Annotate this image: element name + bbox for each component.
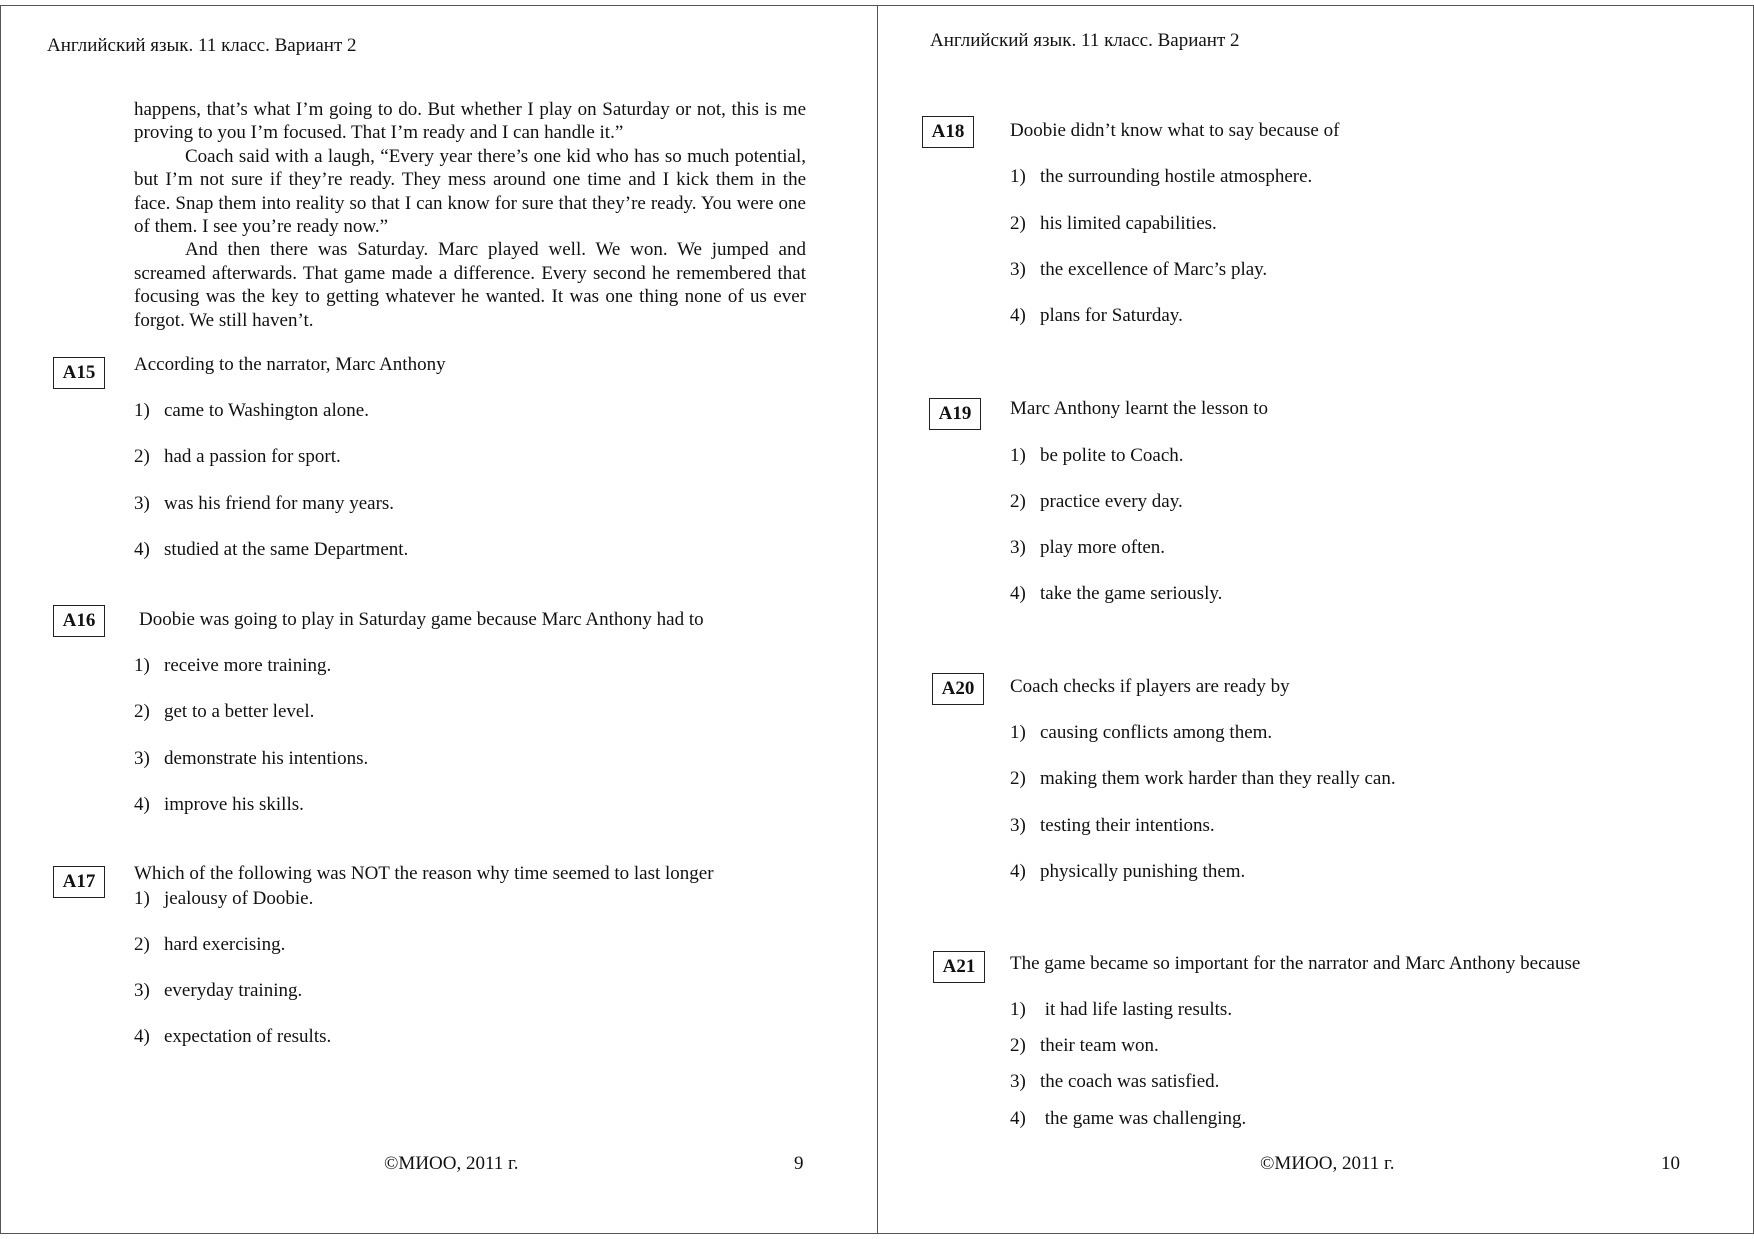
question-text-a16: Doobie was going to play in Saturday game because Marc Anthony had to: [139, 609, 704, 630]
answer-option[interactable]: 1) be polite to Coach.: [1010, 445, 1184, 466]
answer-option[interactable]: 3) the excellence of Marc’s play.: [1010, 259, 1268, 280]
question-text-a15: According to the narrator, Marc Anthony: [134, 354, 446, 375]
answer-option[interactable]: 2) making them work harder than they really can.: [1010, 768, 1396, 789]
answer-option[interactable]: 3) testing their intentions.: [1010, 815, 1215, 836]
answer-option[interactable]: 1) jealousy of Doobie.: [134, 888, 314, 909]
answer-option[interactable]: 1) came to Washington alone.: [134, 400, 369, 421]
left-footer-copyright: ©МИОО, 2011 г.: [384, 1153, 519, 1174]
left-page-header: Английский язык. 11 класс. Вариант 2: [47, 35, 357, 56]
answer-option[interactable]: 4) take the game seriously.: [1010, 583, 1223, 604]
right-page: [877, 5, 1754, 1234]
story-paragraph: And then there was Saturday. Marc played well. We won. We jumped and screamed afterwards. That game made a difference. Every second he remembered that focusing was the key to getting whatever he wanted. It was one thing none of us ever forgot. We still haven’t.: [134, 239, 806, 331]
question-number-a20: A20: [932, 673, 984, 705]
question-number-a16: A16: [53, 605, 105, 637]
question-number-a18: A18: [922, 116, 974, 148]
answer-option[interactable]: 4) physically punishing them.: [1010, 861, 1246, 882]
answer-option[interactable]: 3) play more often.: [1010, 537, 1166, 558]
answer-option[interactable]: 3) the coach was satisfied.: [1010, 1071, 1220, 1092]
question-text-a20: Coach checks if players are ready by: [1010, 676, 1290, 697]
question-number-a21: A21: [933, 951, 985, 983]
answer-option[interactable]: 3) was his friend for many years.: [134, 493, 395, 514]
answer-option[interactable]: 4) studied at the same Department.: [134, 539, 409, 560]
answer-option[interactable]: 2) his limited capabilities.: [1010, 213, 1217, 234]
story-paragraph: happens, that’s what I’m going to do. But whether I play on Saturday or not, this is me proving to you I’m focused. That I’m ready and I can handle it.”: [134, 99, 806, 144]
question-text-a18: Doobie didn’t know what to say because of: [1010, 120, 1340, 141]
question-text-a19: Marc Anthony learnt the lesson to: [1010, 398, 1269, 419]
answer-option[interactable]: 2) practice every day.: [1010, 491, 1183, 512]
right-page-number: 10: [1661, 1153, 1680, 1174]
answer-option[interactable]: 1) it had life lasting results.: [1010, 999, 1233, 1020]
right-page-header: Английский язык. 11 класс. Вариант 2: [930, 30, 1240, 51]
question-number-a15: A15: [53, 357, 105, 389]
question-number-a17: A17: [53, 866, 105, 898]
answer-option[interactable]: 2) hard exercising.: [134, 934, 286, 955]
answer-option[interactable]: 3) demonstrate his intentions.: [134, 748, 369, 769]
right-footer-copyright: ©МИОО, 2011 г.: [1260, 1153, 1395, 1174]
answer-option[interactable]: 2) their team won.: [1010, 1035, 1159, 1056]
answer-option[interactable]: 3) everyday training.: [134, 980, 303, 1001]
question-number-a19: A19: [929, 398, 981, 430]
left-page-number: 9: [794, 1153, 804, 1174]
answer-option[interactable]: 2) get to a better level.: [134, 701, 315, 722]
story-paragraph: Coach said with a laugh, “Every year there’s one kid who has so much potential, but I’m not sure if they’re ready. They mess around one time and I kick them in the face. Snap them into reality so that I can know for sure that they’re ready. You were one of them. I see you’re ready now.”: [134, 145, 806, 238]
question-text-a17: Which of the following was NOT the reason why time seemed to last longer: [134, 863, 714, 884]
question-text-a21: The game became so important for the narrator and Marc Anthony because: [1010, 953, 1581, 974]
answer-option[interactable]: 4) plans for Saturday.: [1010, 305, 1183, 326]
answer-option[interactable]: 4) expectation of results.: [134, 1026, 332, 1047]
answer-option[interactable]: 4) improve his skills.: [134, 794, 304, 815]
answer-option[interactable]: 1) the surrounding hostile atmosphere.: [1010, 166, 1313, 187]
answer-option[interactable]: 4) the game was challenging.: [1010, 1108, 1247, 1129]
answer-option[interactable]: 2) had a passion for sport.: [134, 446, 341, 467]
answer-option[interactable]: 1) causing conflicts among them.: [1010, 722, 1273, 743]
answer-option[interactable]: 1) receive more training.: [134, 655, 332, 676]
story-text: [134, 98, 806, 332]
